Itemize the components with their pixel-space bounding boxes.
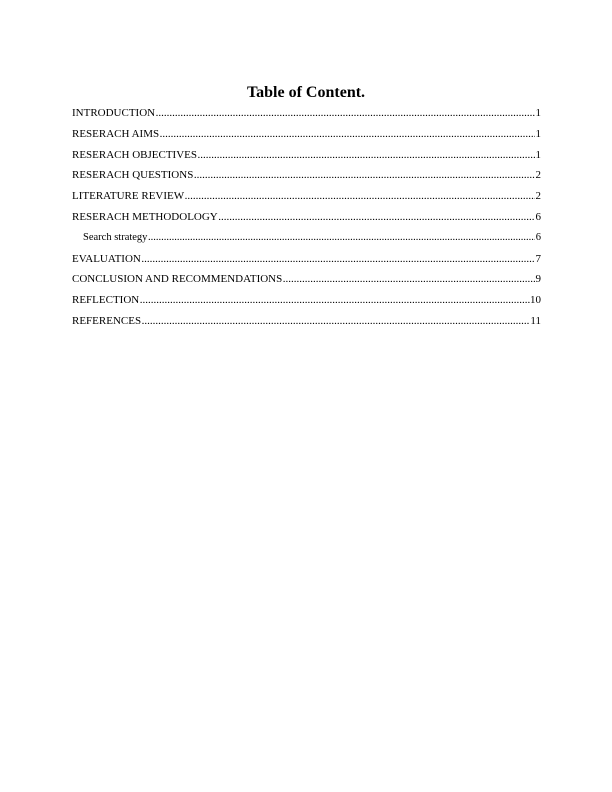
toc-entry-label: Search strategy bbox=[83, 231, 148, 243]
toc-dot-leader bbox=[156, 103, 535, 124]
toc-entry-references[interactable] bbox=[72, 311, 541, 332]
toc-entry-label: EVALUATION bbox=[72, 252, 141, 265]
toc-entry-research-questions[interactable] bbox=[72, 165, 541, 186]
toc-entry-page: 10 bbox=[530, 294, 541, 307]
toc-entry-label: REFERENCES bbox=[72, 314, 142, 327]
toc-dot-leader bbox=[283, 269, 535, 290]
toc-entry-label: CONCLUSION AND RECOMMENDATIONS bbox=[72, 273, 283, 286]
toc-entry-label: RESERACH OBJECTIVES bbox=[72, 148, 197, 161]
toc-entry-page: 1 bbox=[535, 107, 541, 119]
toc-entry-page: 1 bbox=[535, 127, 541, 140]
toc-entry-research-aims[interactable] bbox=[72, 124, 541, 145]
toc-entry-conclusion-and-recommendations[interactable] bbox=[72, 269, 541, 290]
toc-entry-label: RESERACH QUESTIONS bbox=[72, 169, 194, 182]
toc-dot-leader bbox=[141, 249, 535, 270]
toc-entry-page: 6 bbox=[535, 210, 541, 223]
toc-entry-research-objectives[interactable] bbox=[72, 145, 541, 166]
toc-entry-page: 7 bbox=[535, 252, 541, 265]
toc-dot-leader bbox=[194, 165, 535, 186]
toc-title: Table of Content. bbox=[246, 84, 366, 101]
toc-entry-page: 1 bbox=[535, 148, 541, 161]
toc-entry-reflection[interactable] bbox=[72, 290, 541, 311]
toc-entry-research-methodology[interactable] bbox=[72, 207, 541, 228]
table-of-contents bbox=[72, 103, 541, 332]
toc-entry-literature-review[interactable] bbox=[72, 186, 541, 207]
toc-entry-introduction[interactable] bbox=[72, 103, 541, 124]
toc-entry-label: LITERATURE REVIEW bbox=[72, 190, 185, 203]
toc-entry-label: RESERACH METHODOLOGY bbox=[72, 210, 218, 223]
toc-dot-leader bbox=[160, 124, 535, 145]
toc-dot-leader bbox=[185, 186, 535, 207]
toc-dot-leader bbox=[140, 290, 530, 311]
toc-dot-leader bbox=[148, 228, 535, 249]
toc-entry-page: 2 bbox=[535, 190, 541, 203]
toc-dot-leader bbox=[198, 145, 536, 166]
toc-entry-label: INTRODUCTION bbox=[72, 107, 156, 119]
toc-dot-leader bbox=[142, 311, 530, 332]
toc-entry-label: REFLECTION bbox=[72, 294, 140, 307]
toc-entry-search-strategy[interactable] bbox=[72, 228, 541, 249]
toc-dot-leader bbox=[218, 207, 535, 228]
toc-entry-page: 2 bbox=[535, 169, 541, 182]
toc-entry-evaluation[interactable] bbox=[72, 249, 541, 270]
toc-entry-label: RESERACH AIMS bbox=[72, 127, 160, 140]
toc-entry-page: 11 bbox=[530, 314, 541, 327]
toc-entry-page: 9 bbox=[535, 273, 541, 286]
toc-entry-page: 6 bbox=[535, 231, 541, 243]
